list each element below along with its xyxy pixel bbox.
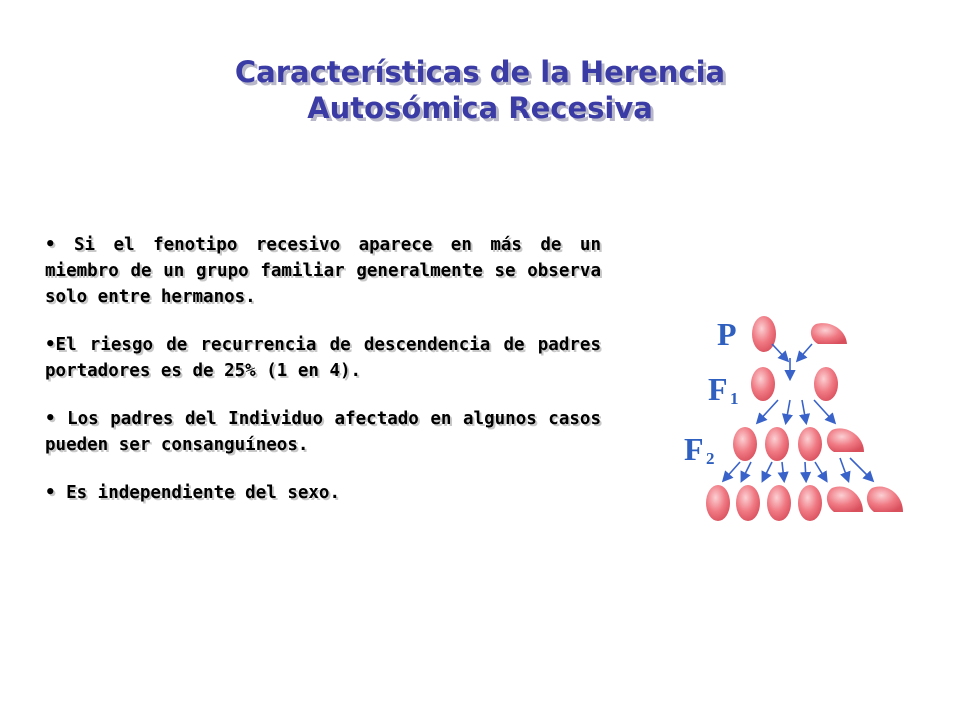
bullet-item: •El riesgo de recurrencia de descendencia de padres portadores es de 25% (1 en 4). [45,335,601,381]
label-f1: F [708,371,728,407]
cell-f2-3 [798,427,822,461]
arrow [772,344,787,360]
cell-f1-1 [751,367,775,401]
bullet-item: • Si el fenotipo recesivo aparece en más de un miembro de un grupo familiar generalmente se observa solo entre hermanos. [45,235,601,307]
arrow [815,462,826,480]
arrow [798,344,812,360]
slide-title [0,54,960,126]
arrow [805,462,806,480]
arrow [850,458,872,480]
cell-p-1 [752,316,776,352]
arrow [763,462,772,480]
bullet-list [45,232,601,528]
slide-title-line-2: Autosómica Recesiva [307,91,653,125]
slide-title-line-1: Características de la Herencia [234,55,726,89]
arrow [840,458,848,480]
cell-p-2 [811,323,847,344]
cell-f2-2 [765,427,789,461]
arrow [786,400,790,422]
label-f2-sub: 2 [706,449,715,468]
arrow [814,400,834,422]
cell-f2-4 [827,428,864,452]
arrow [742,462,751,480]
arrow [802,400,806,422]
cell-f1-2 [814,367,838,401]
cell-f3-2 [736,485,760,521]
inheritance-diagram [660,300,920,540]
bullet-item: • Los padres del Individuo afectado en algunos casos pueden ser consanguíneos. [45,409,601,455]
cell-f3-3 [767,485,791,521]
label-f2: F [684,431,704,467]
bullet-item: • Es independiente del sexo. [45,483,341,503]
label-p: P [717,316,737,352]
label-f1-sub: 1 [730,389,739,408]
cell-f3-1 [706,485,730,521]
cell-f3-4 [798,485,822,521]
arrow [782,462,784,480]
cell-f2-1 [733,427,757,461]
cell-f3-5 [827,486,863,512]
arrow [758,400,778,422]
arrow [724,462,740,480]
cell-f3-6 [867,486,903,512]
